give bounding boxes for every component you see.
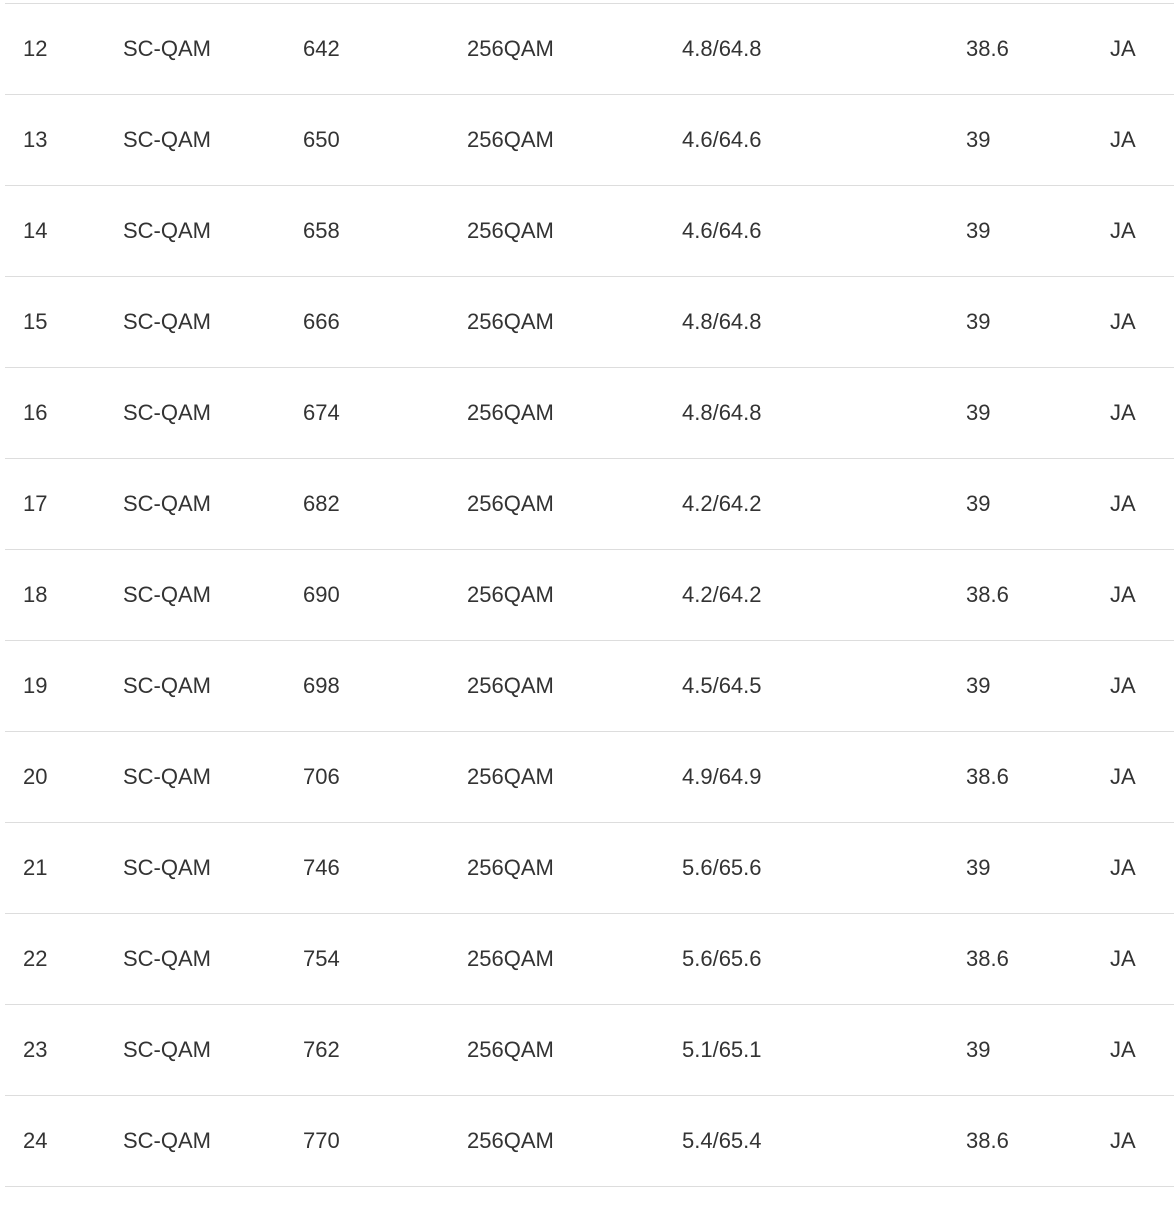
channel-type-cell: SC-QAM	[123, 218, 211, 243]
snr-cell: 39	[966, 309, 991, 334]
table-row	[5, 1096, 1174, 1187]
channel-id-cell: 12	[23, 36, 48, 61]
frequency-cell: 762	[303, 1037, 340, 1062]
frequency-cell: 706	[303, 764, 340, 789]
frequency-cell: 674	[303, 400, 340, 425]
modulation-cell: 256QAM	[467, 582, 554, 607]
snr-cell: 39	[966, 855, 991, 880]
modulation-cell: 256QAM	[467, 764, 554, 789]
frequency-cell: 770	[303, 1128, 340, 1153]
channel-type-cell: SC-QAM	[123, 1128, 211, 1153]
channel-type-cell: SC-QAM	[123, 309, 211, 334]
locked-status-cell: JA	[1110, 764, 1136, 789]
table-row	[5, 914, 1174, 1005]
power-level-cell: 4.9/64.9	[682, 764, 762, 789]
channel-type-cell: SC-QAM	[123, 764, 211, 789]
channel-type-cell: SC-QAM	[123, 127, 211, 152]
power-level-cell: 4.8/64.8	[682, 309, 762, 334]
table-row	[5, 277, 1174, 368]
channel-id-cell: 15	[23, 309, 48, 334]
frequency-cell: 682	[303, 491, 340, 516]
channel-type-cell: SC-QAM	[123, 582, 211, 607]
channel-id-cell: 18	[23, 582, 48, 607]
locked-status-cell: JA	[1110, 673, 1136, 698]
table-row	[5, 95, 1174, 186]
channel-id-cell: 20	[23, 764, 48, 789]
power-level-cell: 4.6/64.6	[682, 218, 762, 243]
table-row	[5, 732, 1174, 823]
modulation-cell: 256QAM	[467, 491, 554, 516]
snr-cell: 39	[966, 400, 991, 425]
locked-status-cell: JA	[1110, 36, 1136, 61]
table-row	[5, 641, 1174, 732]
modulation-cell: 256QAM	[467, 1037, 554, 1062]
snr-cell: 38.6	[966, 946, 1009, 971]
modulation-cell: 256QAM	[467, 36, 554, 61]
channel-type-cell: SC-QAM	[123, 855, 211, 880]
frequency-cell: 658	[303, 218, 340, 243]
frequency-cell: 650	[303, 127, 340, 152]
snr-cell: 38.6	[966, 36, 1009, 61]
modulation-cell: 256QAM	[467, 127, 554, 152]
locked-status-cell: JA	[1110, 855, 1136, 880]
frequency-cell: 746	[303, 855, 340, 880]
modulation-cell: 256QAM	[467, 946, 554, 971]
power-level-cell: 5.1/65.1	[682, 1037, 762, 1062]
power-level-cell: 4.6/64.6	[682, 127, 762, 152]
table-row	[5, 1005, 1174, 1096]
snr-cell: 39	[966, 491, 991, 516]
power-level-cell: 4.8/64.8	[682, 400, 762, 425]
table-row	[5, 186, 1174, 277]
locked-status-cell: JA	[1110, 218, 1136, 243]
table-row	[5, 459, 1174, 550]
snr-cell: 39	[966, 218, 991, 243]
channel-id-cell: 16	[23, 400, 48, 425]
power-level-cell: 4.2/64.2	[682, 491, 762, 516]
modulation-cell: 256QAM	[467, 400, 554, 425]
locked-status-cell: JA	[1110, 491, 1136, 516]
channel-table	[5, 3, 1174, 1187]
locked-status-cell: JA	[1110, 127, 1136, 152]
channel-type-cell: SC-QAM	[123, 491, 211, 516]
channel-id-cell: 19	[23, 673, 48, 698]
channel-id-cell: 22	[23, 946, 48, 971]
channel-id-cell: 21	[23, 855, 48, 880]
locked-status-cell: JA	[1110, 946, 1136, 971]
channel-type-cell: SC-QAM	[123, 673, 211, 698]
frequency-cell: 666	[303, 309, 340, 334]
snr-cell: 38.6	[966, 1128, 1009, 1153]
channel-id-cell: 13	[23, 127, 48, 152]
modulation-cell: 256QAM	[467, 673, 554, 698]
power-level-cell: 5.6/65.6	[682, 855, 762, 880]
channel-id-cell: 17	[23, 491, 48, 516]
modulation-cell: 256QAM	[467, 218, 554, 243]
channel-type-cell: SC-QAM	[123, 400, 211, 425]
modulation-cell: 256QAM	[467, 855, 554, 880]
power-level-cell: 5.6/65.6	[682, 946, 762, 971]
modulation-cell: 256QAM	[467, 1128, 554, 1153]
table-row	[5, 368, 1174, 459]
locked-status-cell: JA	[1110, 1037, 1136, 1062]
table-row	[5, 4, 1174, 95]
snr-cell: 38.6	[966, 582, 1009, 607]
locked-status-cell: JA	[1110, 582, 1136, 607]
table-row	[5, 550, 1174, 641]
frequency-cell: 754	[303, 946, 340, 971]
power-level-cell: 5.4/65.4	[682, 1128, 762, 1153]
modulation-cell: 256QAM	[467, 309, 554, 334]
channel-id-cell: 24	[23, 1128, 48, 1153]
frequency-cell: 690	[303, 582, 340, 607]
channel-type-cell: SC-QAM	[123, 1037, 211, 1062]
channel-id-cell: 23	[23, 1037, 48, 1062]
snr-cell: 39	[966, 1037, 991, 1062]
power-level-cell: 4.2/64.2	[682, 582, 762, 607]
power-level-cell: 4.5/64.5	[682, 673, 762, 698]
channel-id-cell: 14	[23, 218, 48, 243]
snr-cell: 39	[966, 127, 991, 152]
snr-cell: 38.6	[966, 764, 1009, 789]
locked-status-cell: JA	[1110, 309, 1136, 334]
locked-status-cell: JA	[1110, 1128, 1136, 1153]
frequency-cell: 698	[303, 673, 340, 698]
channel-type-cell: SC-QAM	[123, 36, 211, 61]
frequency-cell: 642	[303, 36, 340, 61]
channel-type-cell: SC-QAM	[123, 946, 211, 971]
table-row	[5, 823, 1174, 914]
locked-status-cell: JA	[1110, 400, 1136, 425]
power-level-cell: 4.8/64.8	[682, 36, 762, 61]
snr-cell: 39	[966, 673, 991, 698]
